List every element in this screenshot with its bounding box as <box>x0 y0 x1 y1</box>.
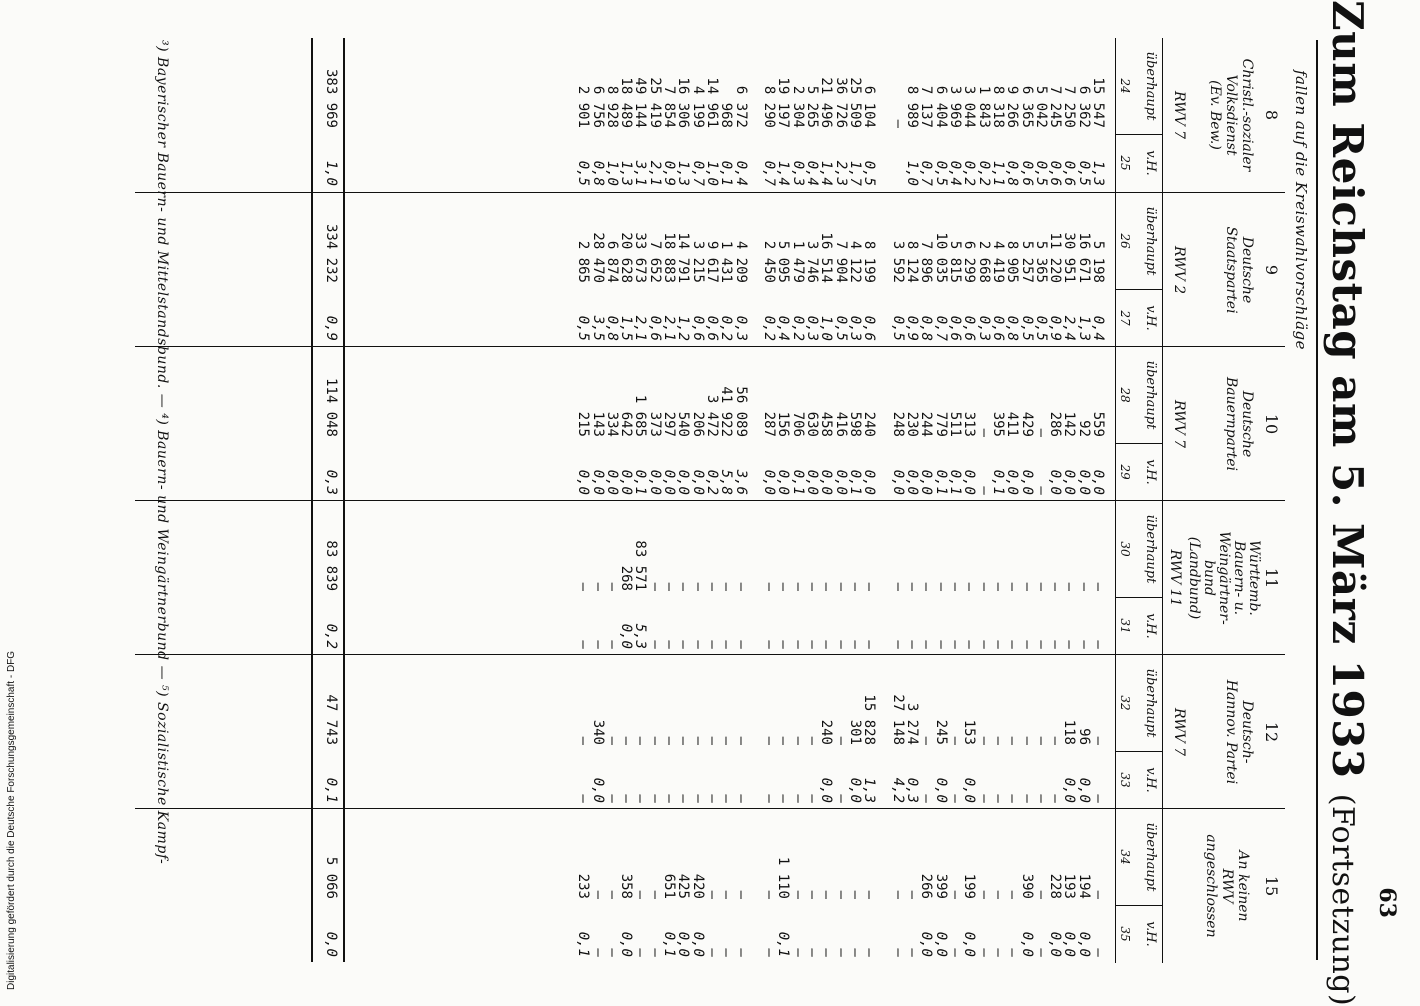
party-group-10 <box>135 346 1285 501</box>
header-label: v.H. <box>1143 767 1158 793</box>
header-label: v.H. <box>1143 305 1158 331</box>
data-column-33: — 0,0 0,0 — — — — — — 0,0 — 0,0 — 0,3 4,2 1,3 0,0 — 0,0 — — — — — — — — — — — — — — 0,0 — <box>575 777 1106 803</box>
column-header-ueberhaupt <box>1116 193 1162 289</box>
column-number: 34 <box>1118 849 1132 865</box>
column-header-vh <box>1116 443 1162 501</box>
column-number: 28 <box>1118 387 1132 403</box>
header-label: v.H. <box>1143 921 1158 947</box>
data-column-35: — 0,0 0,0 0,0 — 0,0 — — — 0,0 — 0,0 0,0 — — — — — — — — 0,1 — — — — 0,0 0,0 0,1 — — 0,0 — — 0,1 <box>575 931 1106 957</box>
header-label: überhaupt <box>1143 51 1158 121</box>
data-column-28: 559 92 142 286 — 429 411 395 — 313 511 779 244 230 248 240 598 416 458 630 706 156 287 56 089 41 922 3 472 206 540 297 373 1 685 642 334 143 215 <box>575 386 1106 437</box>
column-number: 33 <box>1118 772 1132 788</box>
column-header-ueberhaupt <box>1116 809 1162 905</box>
column-number: 32 <box>1118 695 1132 711</box>
column-number: 29 <box>1118 464 1132 480</box>
list-label: RWV 7 <box>1171 399 1187 449</box>
total-30: 83 839 <box>323 540 339 591</box>
credit-strip <box>0 0 30 1000</box>
data-column-29: 0,0 0,0 0,0 0,0 — 0,0 0,0 0,1 — 0,0 0,1 0,1 0,0 0,0 0,0 0,0 0,1 0,0 0,0 0,0 0,1 0,0 0,0 3,6 5,8 0,2 0,0 0,0 0,0 0,0 0,1 0,0 0,0 0,0 0,0 <box>575 469 1106 495</box>
data-column-26: 5 198 16 671 30 951 11 220 5 365 5 257 8 905 4 419 2 668 6 299 5 815 10 035 7 896 8 124 3 592 8 199 4 122 7 904 16 514 3 746 1 479 5 095 2 450 4 209 1 431 9 617 3 215 14 791 18 883 7 652 33 673 20 628 6 874 28 470 2 865 <box>575 232 1106 283</box>
party-name: Deutsche Bauernpartei <box>1223 376 1255 472</box>
column-number: 24 <box>1118 78 1132 94</box>
column-header-row <box>1115 809 1163 963</box>
page-title-main: Zum Reichstag am 5. März 1933 <box>1323 0 1372 779</box>
total-28: 114 048 <box>323 377 339 437</box>
party-number: 10 <box>1262 413 1281 435</box>
header-label: überhaupt <box>1143 360 1158 430</box>
list-label: RWV 11 <box>1167 549 1183 607</box>
total-29: 0,3 <box>323 469 339 495</box>
party-number: 9 <box>1262 264 1281 276</box>
column-header-row <box>1115 501 1163 655</box>
total-25: 1,0 <box>323 160 339 186</box>
party-name: Württemb. Bauern- u. Weingärtner- bund (Landbund) <box>1186 531 1262 625</box>
page-title <box>1323 0 1372 1006</box>
page-number: 63 <box>1374 887 1400 918</box>
data-column-27: 0,4 1,3 2,4 0,9 0,5 0,5 0,8 0,6 0,3 0,6 0,6 0,7 0,8 0,9 0,5 0,6 0,3 0,5 1,0 0,3 0,2 0,4 0,2 0,3 0,2 0,6 0,6 1,2 2,1 0,6 2,1 1,5 0,8 3,5 0,5 <box>575 315 1106 341</box>
header-label: überhaupt <box>1143 206 1158 276</box>
column-number: 31 <box>1118 618 1132 634</box>
column-header-ueberhaupt <box>1116 38 1162 134</box>
election-table <box>135 38 1285 962</box>
party-group-8 <box>135 38 1285 192</box>
footnotes: ³) Bayerischer Bauern- und Mittelstandsbund. — ⁴) Bauern- und Weingärtnerbund — ⁵) Sozialistische Kampf- <box>154 40 170 865</box>
total-34: 5 066 <box>323 856 339 899</box>
column-header-row <box>1115 347 1163 501</box>
total-rule <box>343 38 345 962</box>
column-header-vh <box>1116 905 1162 963</box>
header-label: v.H. <box>1143 459 1158 485</box>
total-27: 0,9 <box>323 315 339 341</box>
column-header-vh <box>1116 751 1162 809</box>
column-header-vh <box>1116 597 1162 655</box>
column-number: 27 <box>1118 310 1132 326</box>
data-column-32: — 96 118 — — — — — — 153 — 245 — 3 274 27 148 15 828 301 — 240 — — — — — — — — — — — — — — 340 — <box>575 694 1106 745</box>
title-rule <box>1316 40 1318 960</box>
party-group-15 <box>135 808 1285 963</box>
total-26: 334 232 <box>323 223 339 283</box>
party-name: Deutsche Staatspartei <box>1223 226 1255 314</box>
column-header-ueberhaupt <box>1116 655 1162 751</box>
party-number: 8 <box>1262 109 1281 121</box>
column-header-row <box>1115 193 1163 347</box>
column-number: 35 <box>1118 926 1132 942</box>
data-column-25: 1,3 0,5 0,6 0,6 0,5 0,6 0,8 1,1 0,2 0,2 0,4 0,5 0,7 1,0 0,5 1,7 2,3 1,4 0,4 0,3 1,4 0,7 0,4 0,1 1,0 0,7 1,3 0,9 2,1 3,1 1,3 1,0 0,8 0,5 <box>575 160 1106 186</box>
party-number: 15 <box>1262 875 1281 897</box>
party-name: An keinen RWV angeschlossen <box>1203 834 1251 938</box>
header-label: v.H. <box>1143 613 1158 639</box>
column-number: 30 <box>1118 541 1132 557</box>
data-column-24: 15 547 6 362 7 250 7 245 5 042 6 365 9 266 8 318 1 843 3 044 3 969 6 404 7 137 8 989 — 6 104 25 509 36 726 21 496 5 265 2 304 19 197 8 290 6 372 968 14 961 4 199 16 306 7 854 25 419 49 144 18 489 8 928 6 756 2 901 <box>575 77 1106 128</box>
total-33: 0,1 <box>323 777 339 803</box>
party-group-11 <box>135 500 1285 655</box>
table-bottom-rule <box>311 38 313 962</box>
column-header-ueberhaupt <box>1116 501 1162 597</box>
total-35: 0,0 <box>323 931 339 957</box>
list-label: RWV 7 <box>1171 707 1187 757</box>
total-31: 0,2 <box>323 623 339 649</box>
header-label: überhaupt <box>1143 514 1158 584</box>
total-24: 383 969 <box>323 68 339 128</box>
dfg-credit: Digitalisierung gefördert durch die Deutsche Forschungsgemeinschaft - DFG <box>6 650 17 990</box>
header-label: v.H. <box>1143 150 1158 176</box>
column-header-vh <box>1116 289 1162 347</box>
total-32: 47 743 <box>323 694 339 745</box>
party-number: 11 <box>1262 567 1281 589</box>
list-label: RWV 7 <box>1171 90 1187 140</box>
column-header-row <box>1115 38 1163 192</box>
column-header-row <box>1115 655 1163 809</box>
column-header-ueberhaupt <box>1116 347 1162 443</box>
list-label: RWV 2 <box>1171 245 1187 295</box>
data-column-34: — 194 193 228 — 390 — — — 199 — 399 266 — — — — — — — — 1 110 — — — — 420 425 651 — — 358 — — 233 <box>575 856 1106 899</box>
party-name: Deutsch- Hannov. Partei <box>1223 679 1255 785</box>
page-title-continuation: (Fortsetzung) <box>1325 793 1360 1006</box>
column-number: 26 <box>1118 233 1132 249</box>
party-name: Christl.-sozialer Volksdienst (Ev. Bew.) <box>1207 58 1255 172</box>
column-number: 25 <box>1118 155 1132 171</box>
party-group-9 <box>135 192 1285 347</box>
data-column-31: — — — — — — — — — — — — — — — — — — — — — — — — — — — — — — 5,3 0,0 — — — <box>575 623 1106 649</box>
party-number: 12 <box>1262 721 1281 743</box>
header-label: überhaupt <box>1143 668 1158 738</box>
header-label: überhaupt <box>1143 822 1158 892</box>
data-column-30: — — — — — — — — — — — — — — — — — — — — — — — — — — — — — — 83 571 268 — — — <box>575 540 1106 591</box>
subheading: fallen auf die Kreiswahlvorschläge <box>1292 70 1310 351</box>
column-header-vh <box>1116 134 1162 192</box>
party-group-12 <box>135 654 1285 809</box>
